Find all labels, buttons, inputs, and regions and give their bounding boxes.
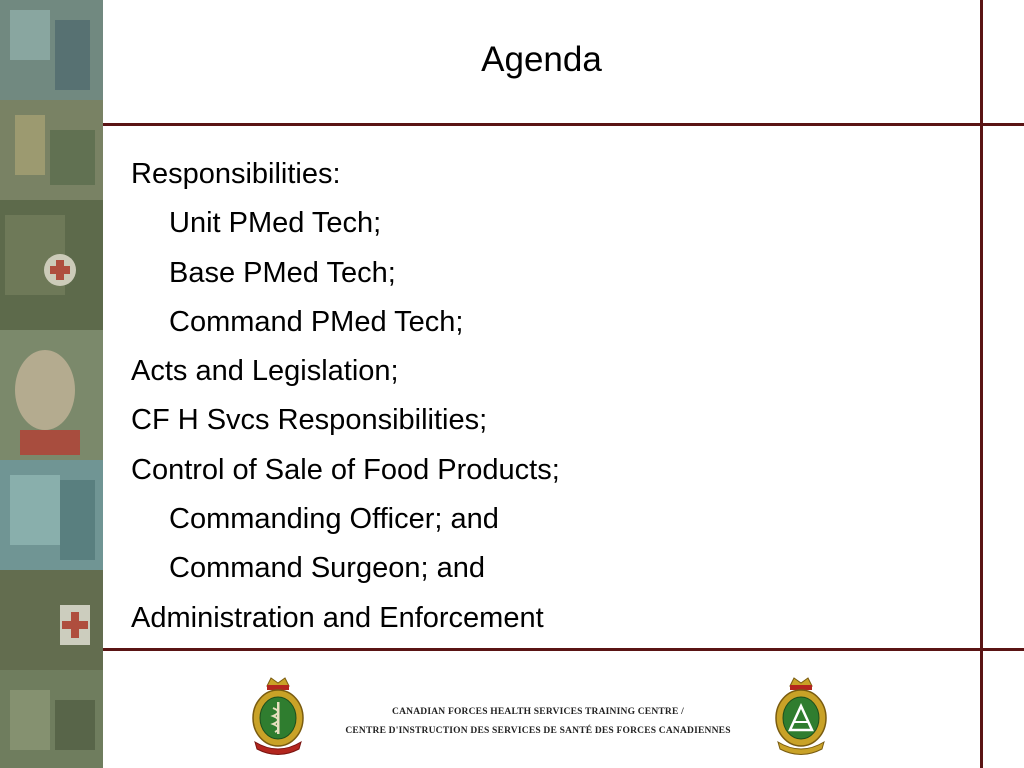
health-services-crest-icon — [245, 672, 311, 756]
agenda-item: Administration and Enforcement — [131, 601, 544, 634]
photo-collage-image — [0, 0, 103, 768]
institution-name-french: CENTRE D'INSTRUCTION DES SERVICES DE SANTÉ DES FORCES CANADIENNES — [345, 726, 731, 736]
slide-title: Agenda — [481, 40, 602, 79]
agenda-subitem: Unit PMed Tech; — [169, 207, 382, 240]
agenda-item: Control of Sale of Food Products; — [131, 453, 560, 486]
top-divider — [103, 123, 1024, 126]
agenda-subitem: Command Surgeon; and — [169, 552, 485, 585]
training-centre-crest-icon — [768, 672, 834, 756]
right-divider — [980, 0, 983, 768]
agenda-subitem: Commanding Officer; and — [169, 503, 499, 536]
institution-name-english: CANADIAN FORCES HEALTH SERVICES TRAINING CENTRE / — [392, 707, 684, 717]
photo-strip — [0, 0, 103, 768]
agenda-list — [131, 150, 560, 643]
agenda-subitem: Command PMed Tech; — [169, 305, 464, 338]
agenda-subitem: Base PMed Tech; — [169, 256, 396, 289]
agenda-item: Acts and Legislation; — [131, 355, 399, 388]
institution-name — [318, 703, 758, 741]
bottom-divider — [103, 648, 1024, 651]
agenda-item: Responsibilities: — [131, 158, 341, 190]
agenda-item: CF H Svcs Responsibilities; — [131, 404, 488, 437]
